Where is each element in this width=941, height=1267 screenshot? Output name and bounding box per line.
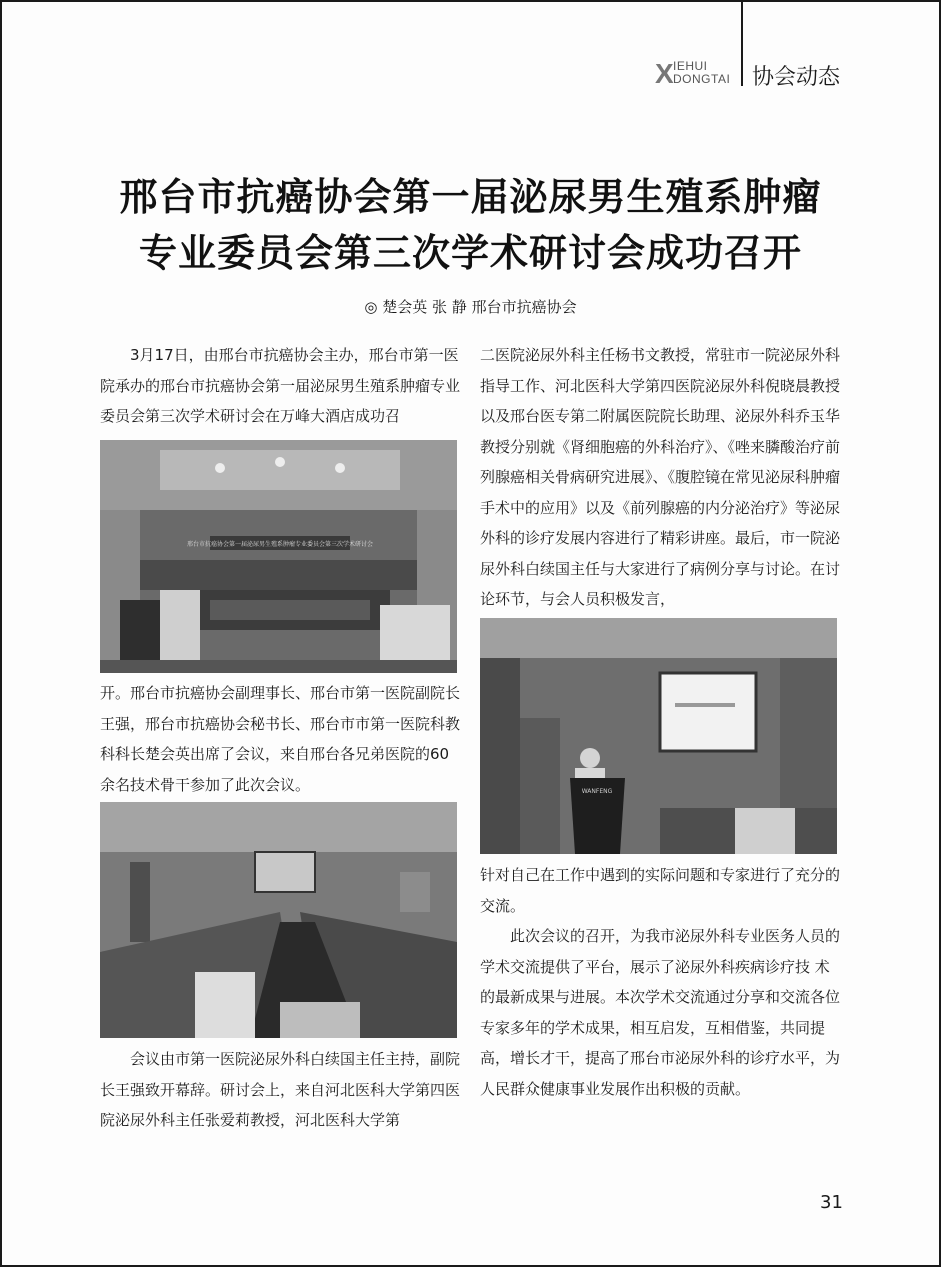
- article-title-line1: 邢台市抗癌协会第一届泌尿男生殖系肿瘤: [119, 174, 822, 219]
- paragraph-2: 开。邢台市抗癌协会副理事长、邢台市第一医院副院长王强，邢台市抗癌协会秘书长、邢台市市第一医院科教科科长楚会英出席了会议，来自邢台各兄弟医院的60余名技术骨干参加了此次会议。: [100, 684, 461, 794]
- byline: ◎ 楚会英 张 静 邢台市抗癌协会: [364, 298, 577, 316]
- page-number: 31: [820, 1192, 843, 1213]
- paragraph-3: 会议由市第一医院泌尿外科白续国主任主持，副院长王强致开幕辞。研讨会上，来自河北医科大学第四医院泌尿外科主任张爱莉教授，河北医科大学第: [100, 1050, 461, 1129]
- header-divider: [741, 0, 743, 86]
- paragraph-1: 3月17日，由邢台市抗癌协会主办，邢台市第一医院承办的邢台市抗癌协会第一届泌尿男生殖系肿瘤专业委员会第三次学术研讨会在万峰大酒店成功召: [100, 346, 461, 425]
- paragraph-6: 此次会议的召开，为我市泌尿外科专业医务人员的学术交流提供了平台，展示了泌尿外科疾病诊疗技 术的最新成果与进展。本次学术交流通过分享和交流各位专家多年的学术成果，相互启发，互相借鉴，共同提高，增长才干，提高了邢台市泌尿外科的诊疗水平，为人民群众健康事业发展作出积极的贡献。: [480, 927, 841, 1098]
- magazine-logo: [655, 56, 737, 88]
- meeting-photo-1: [100, 440, 457, 673]
- logo-line2: DONGTAI: [673, 72, 731, 86]
- meeting-photo-3: [480, 618, 837, 854]
- paragraph-5: 针对自己在工作中遇到的实际问题和专家进行了充分的交流。: [480, 866, 841, 915]
- logo-line1: IEHUI: [673, 59, 708, 73]
- section-title: 协会动态: [752, 65, 841, 90]
- paragraph-4: 二医院泌尿外科主任杨书文教授，常驻市一院泌尿外科指导工作、河北医科大学第四医院泌尿外科倪晓晨教授以及邢台医专第二附属医院院长助理、泌尿外科乔玉华教授分别就《肾细胞癌的外科治疗》、《唑来膦酸治疗前列腺癌相关骨病研究进展》、《腹腔镜在常见泌尿科肿瘤手术中的应用》以及《前列腺癌的内分泌治疗》等泌尿外科的诊疗发展内容进行了精彩讲座。最后，市一院泌尿外科白续国主任与大家进行了病例分享与讨论。在讨论环节，与会人员积极发言，: [480, 346, 841, 608]
- logo-letter: X: [655, 58, 674, 89]
- meeting-banner: 邢台市抗癌协会第一届泌尿男生殖系肿瘤专业委员会第三次学术研讨会: [186, 541, 374, 548]
- podium-sign: WANFENG: [581, 788, 613, 795]
- article-title-line2: 专业委员会第三次学术研讨会成功召开: [138, 230, 802, 275]
- meeting-photo-2: [100, 802, 457, 1038]
